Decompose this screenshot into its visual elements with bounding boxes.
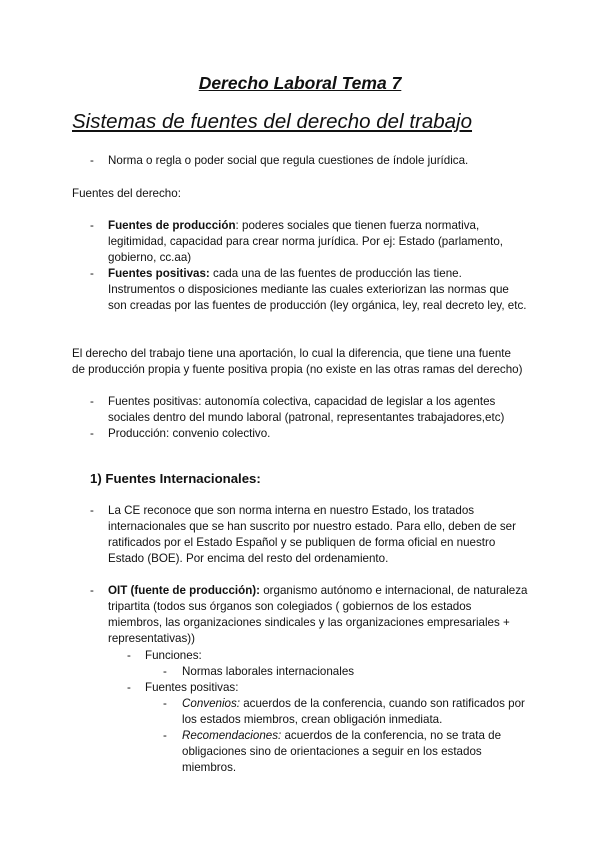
page-subtitle: Sistemas de fuentes del derecho del trabajo [72,110,473,133]
definition-convenios: acuerdos de la conferencia, cuando son ratificados por los estados miembros, crean obligación inmediata. [182,697,525,726]
list-item-fuentes-produccion [108,218,528,266]
bullet-dash: - [127,649,131,662]
bullet-dash: - [90,427,94,440]
section-heading-fuentes-internacionales: 1) Fuentes Internacionales: [90,471,261,486]
bullet-dash: - [90,219,94,232]
intro-item: Norma o regla o poder social que regula cuestiones de índole jurídica. [108,154,469,167]
term-recomendaciones: Recomendaciones: [182,729,282,742]
bullet-dash: - [127,681,131,694]
bullet-dash: - [90,504,94,517]
term-fuentes-produccion: Fuentes de producción [108,219,236,232]
bullet-dash: - [163,729,167,742]
bullet-dash: - [90,584,94,597]
bullet-dash: - [163,697,167,710]
definition-oit: organismo autónomo e internacional, de naturaleza tripartita (todos sus órganos son colegiados ( gobiernos de los estados miembros, las organizaciones sindicales y las organizaciones empresariales + representativas)) [108,584,528,645]
term-oit: OIT (fuente de producción): [108,584,260,597]
definition-fuentes-produccion: poderes sociales que tienen fuerza normativa, legitimidad, capacidad para crear norma jurídica. Por ej: Estado (parlamento, gobierno, cc.aa) [108,219,504,264]
list-item-ce: La CE reconoce que son norma interna en nuestro Estado, los tratados internacionales que se han suscrito por nuestro estado. Para ello, deben de ser ratificados por el Estado Español y se publiquen de forma oficial en nuestro Estado (BOE). Por encima del resto del ordenamiento. [108,504,516,565]
list-item-fuentes-positivas-laboral: Fuentes positivas: autonomía colectiva, capacidad de legislar a los agentes sociales dentro del mundo laboral (patronal, representantes trabajadores,etc) [108,395,505,424]
list-item-oit [108,583,528,647]
sub-item-fuentes-positivas: Fuentes positivas: [145,681,239,694]
sub-item-funciones: Funciones: [145,649,202,662]
list-item-produccion-laboral: Producción: convenio colectivo. [108,427,271,440]
definition-recomendaciones: acuerdos de la conferencia, no se trata de obligaciones sino de orientaciones a seguir en los estados miembros. [182,729,502,774]
definition-fuentes-positivas: cada una de las fuentes de producción las tiene. Instrumentos o disposiciones mediante las cuales exteriorizan las normas que son creadas por las fuentes de producción (ley orgánica, ley, real decreto ley, etc. [108,267,527,312]
bullet-dash: - [90,154,94,167]
sub-sub-item-convenios [182,696,527,728]
page-title: Derecho Laboral Tema 7 [198,73,402,93]
bullet-dash: - [163,665,167,678]
term-fuentes-positivas: Fuentes positivas: [108,267,210,280]
derecho-paragraph: El derecho del trabajo tiene una aportación, lo cual la diferencia, que tiene una fuente de producción propia y fuente positiva propia (no existe en las otras ramas del derecho) [72,347,523,376]
list-item-fuentes-positivas [108,266,528,314]
sub-sub-item-normas-laborales: Normas laborales internacionales [182,665,355,678]
bullet-dash: - [90,395,94,408]
term-convenios: Convenios: [182,697,241,710]
bullet-dash: - [90,267,94,280]
term-separator: : [235,219,239,232]
fuentes-label: Fuentes del derecho: [72,187,181,200]
sub-sub-item-recomendaciones [182,728,527,776]
